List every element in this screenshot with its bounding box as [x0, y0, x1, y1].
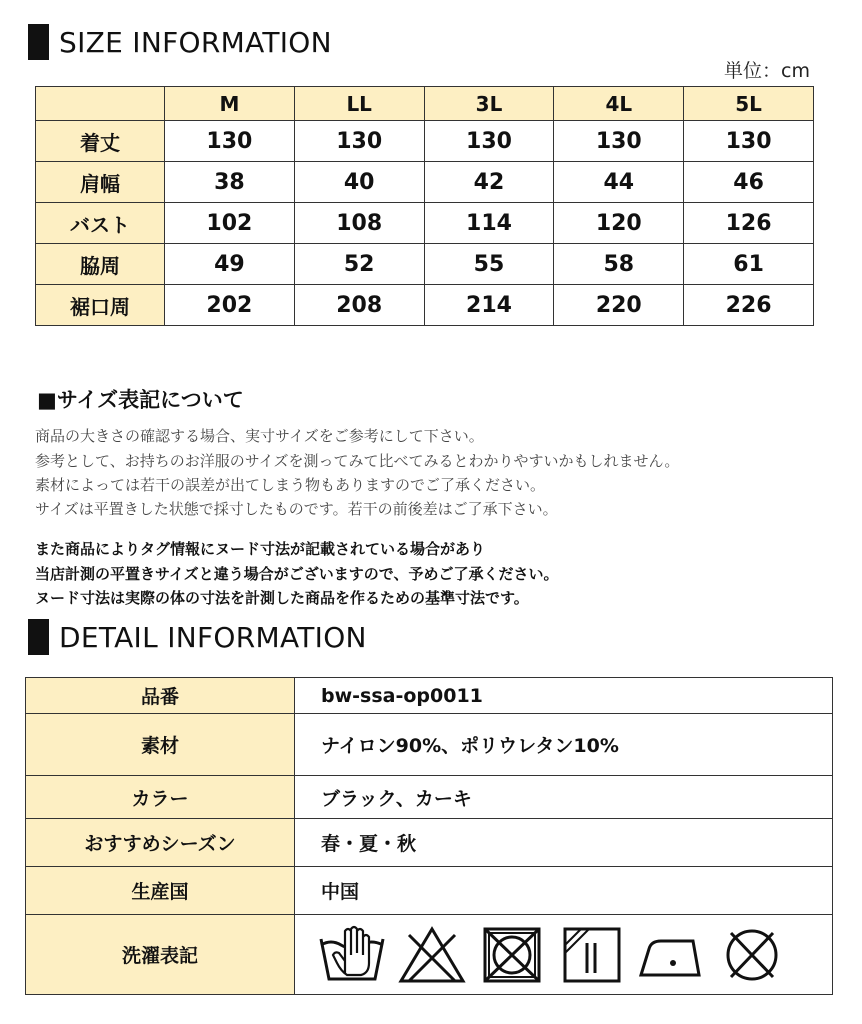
- table-cell: 202: [165, 285, 295, 326]
- table-cell: 52: [294, 244, 424, 285]
- size-note-line: サイズは平置きした状態で採寸したものです。若干の前後差はご了承下さい。: [35, 500, 558, 518]
- detail-row: [26, 678, 833, 714]
- detail-label: 洗濯表記: [26, 915, 295, 995]
- detail-label: 品番: [26, 678, 295, 714]
- detail-row: [26, 714, 833, 776]
- size-note-line: 商品の大きさの確認する場合、実寸サイズをご参考にして下さい。: [35, 427, 484, 445]
- size-note-bold-line: 当店計測の平置きサイズと違う場合がございますので、予めご了承ください。: [35, 565, 559, 583]
- section-bar: [28, 619, 49, 655]
- line-dry-shade-icon: [557, 925, 627, 985]
- table-cell: 49: [165, 244, 295, 285]
- row-label: 脇周: [36, 244, 165, 285]
- table-cell: 226: [684, 285, 814, 326]
- table-cell: 102: [165, 203, 295, 244]
- detail-label: 素材: [26, 714, 295, 776]
- table-cell: 120: [554, 203, 684, 244]
- no-dry-clean-icon: [717, 925, 787, 985]
- table-cell: 42: [424, 162, 554, 203]
- size-section-header: [28, 24, 332, 60]
- table-cell: 130: [684, 121, 814, 162]
- section-bar: [28, 24, 49, 60]
- table-cell: 126: [684, 203, 814, 244]
- table-cell: 130: [294, 121, 424, 162]
- detail-row: [26, 867, 833, 915]
- detail-value: bw-ssa-op0011: [295, 678, 833, 714]
- table-cell: 214: [424, 285, 554, 326]
- size-notes-title: ■サイズ表記について: [37, 388, 244, 412]
- detail-value: ブラック、カーキ: [295, 776, 833, 819]
- unit-label: 単位：cm: [724, 60, 810, 82]
- table-cell: 220: [554, 285, 684, 326]
- size-col-3l: 3L: [424, 87, 554, 121]
- detail-table: [25, 677, 833, 995]
- table-cell: 55: [424, 244, 554, 285]
- row-label: バスト: [36, 203, 165, 244]
- detail-label: おすすめシーズン: [26, 819, 295, 867]
- table-cell: 130: [554, 121, 684, 162]
- table-cell: 58: [554, 244, 684, 285]
- table-cell: 130: [424, 121, 554, 162]
- table-cell: 61: [684, 244, 814, 285]
- table-cell: 108: [294, 203, 424, 244]
- no-tumble-dry-icon: [477, 925, 547, 985]
- table-cell: 46: [684, 162, 814, 203]
- detail-value: 春・夏・秋: [295, 819, 833, 867]
- no-bleach-icon: [397, 925, 467, 985]
- size-note-bold-line: また商品によりタグ情報にヌード寸法が記載されている場合があり: [35, 540, 486, 558]
- row-label: 着丈: [36, 121, 165, 162]
- detail-row: [26, 776, 833, 819]
- detail-row: [26, 819, 833, 867]
- table-cell: 40: [294, 162, 424, 203]
- table-cell: 130: [165, 121, 295, 162]
- iron-low-icon: [637, 925, 707, 985]
- table-cell: 208: [294, 285, 424, 326]
- row-label: 肩幅: [36, 162, 165, 203]
- hand-wash-icon: [317, 925, 387, 985]
- table-cell: 114: [424, 203, 554, 244]
- size-note-line: 参考として、お持ちのお洋服のサイズを測ってみて比べてみるとわかりやすいかもしれません。: [35, 452, 680, 470]
- size-note-bold-line: ヌード寸法は実際の体の寸法を計測した商品を作るための基準寸法です。: [35, 589, 529, 607]
- detail-value: 中国: [295, 867, 833, 915]
- table-cell: 44: [554, 162, 684, 203]
- size-note-line: 素材によっては若干の誤差が出てしまう物もありますのでご了承ください。: [35, 476, 546, 494]
- size-section-title: SIZE INFORMATION: [59, 25, 332, 59]
- care-icons: [295, 925, 832, 985]
- size-col-m: M: [165, 87, 295, 121]
- detail-value: ナイロン90%、ポリウレタン10%: [295, 714, 833, 776]
- table-row: [36, 244, 814, 285]
- detail-row: [26, 915, 833, 995]
- row-label: 裾口周: [36, 285, 165, 326]
- table-row: [36, 162, 814, 203]
- size-col-ll: LL: [294, 87, 424, 121]
- table-row: [36, 121, 814, 162]
- size-table: [35, 86, 814, 326]
- table-row: [36, 285, 814, 326]
- care-icons-cell: [295, 915, 833, 995]
- detail-label: カラー: [26, 776, 295, 819]
- detail-section-header: [28, 619, 367, 655]
- size-col-4l: 4L: [554, 87, 684, 121]
- size-col-5l: 5L: [684, 87, 814, 121]
- detail-section-title: DETAIL INFORMATION: [59, 620, 367, 654]
- detail-label: 生産国: [26, 867, 295, 915]
- size-header-row: [36, 87, 814, 121]
- table-row: [36, 203, 814, 244]
- table-cell: 38: [165, 162, 295, 203]
- corner-cell: [36, 87, 165, 121]
